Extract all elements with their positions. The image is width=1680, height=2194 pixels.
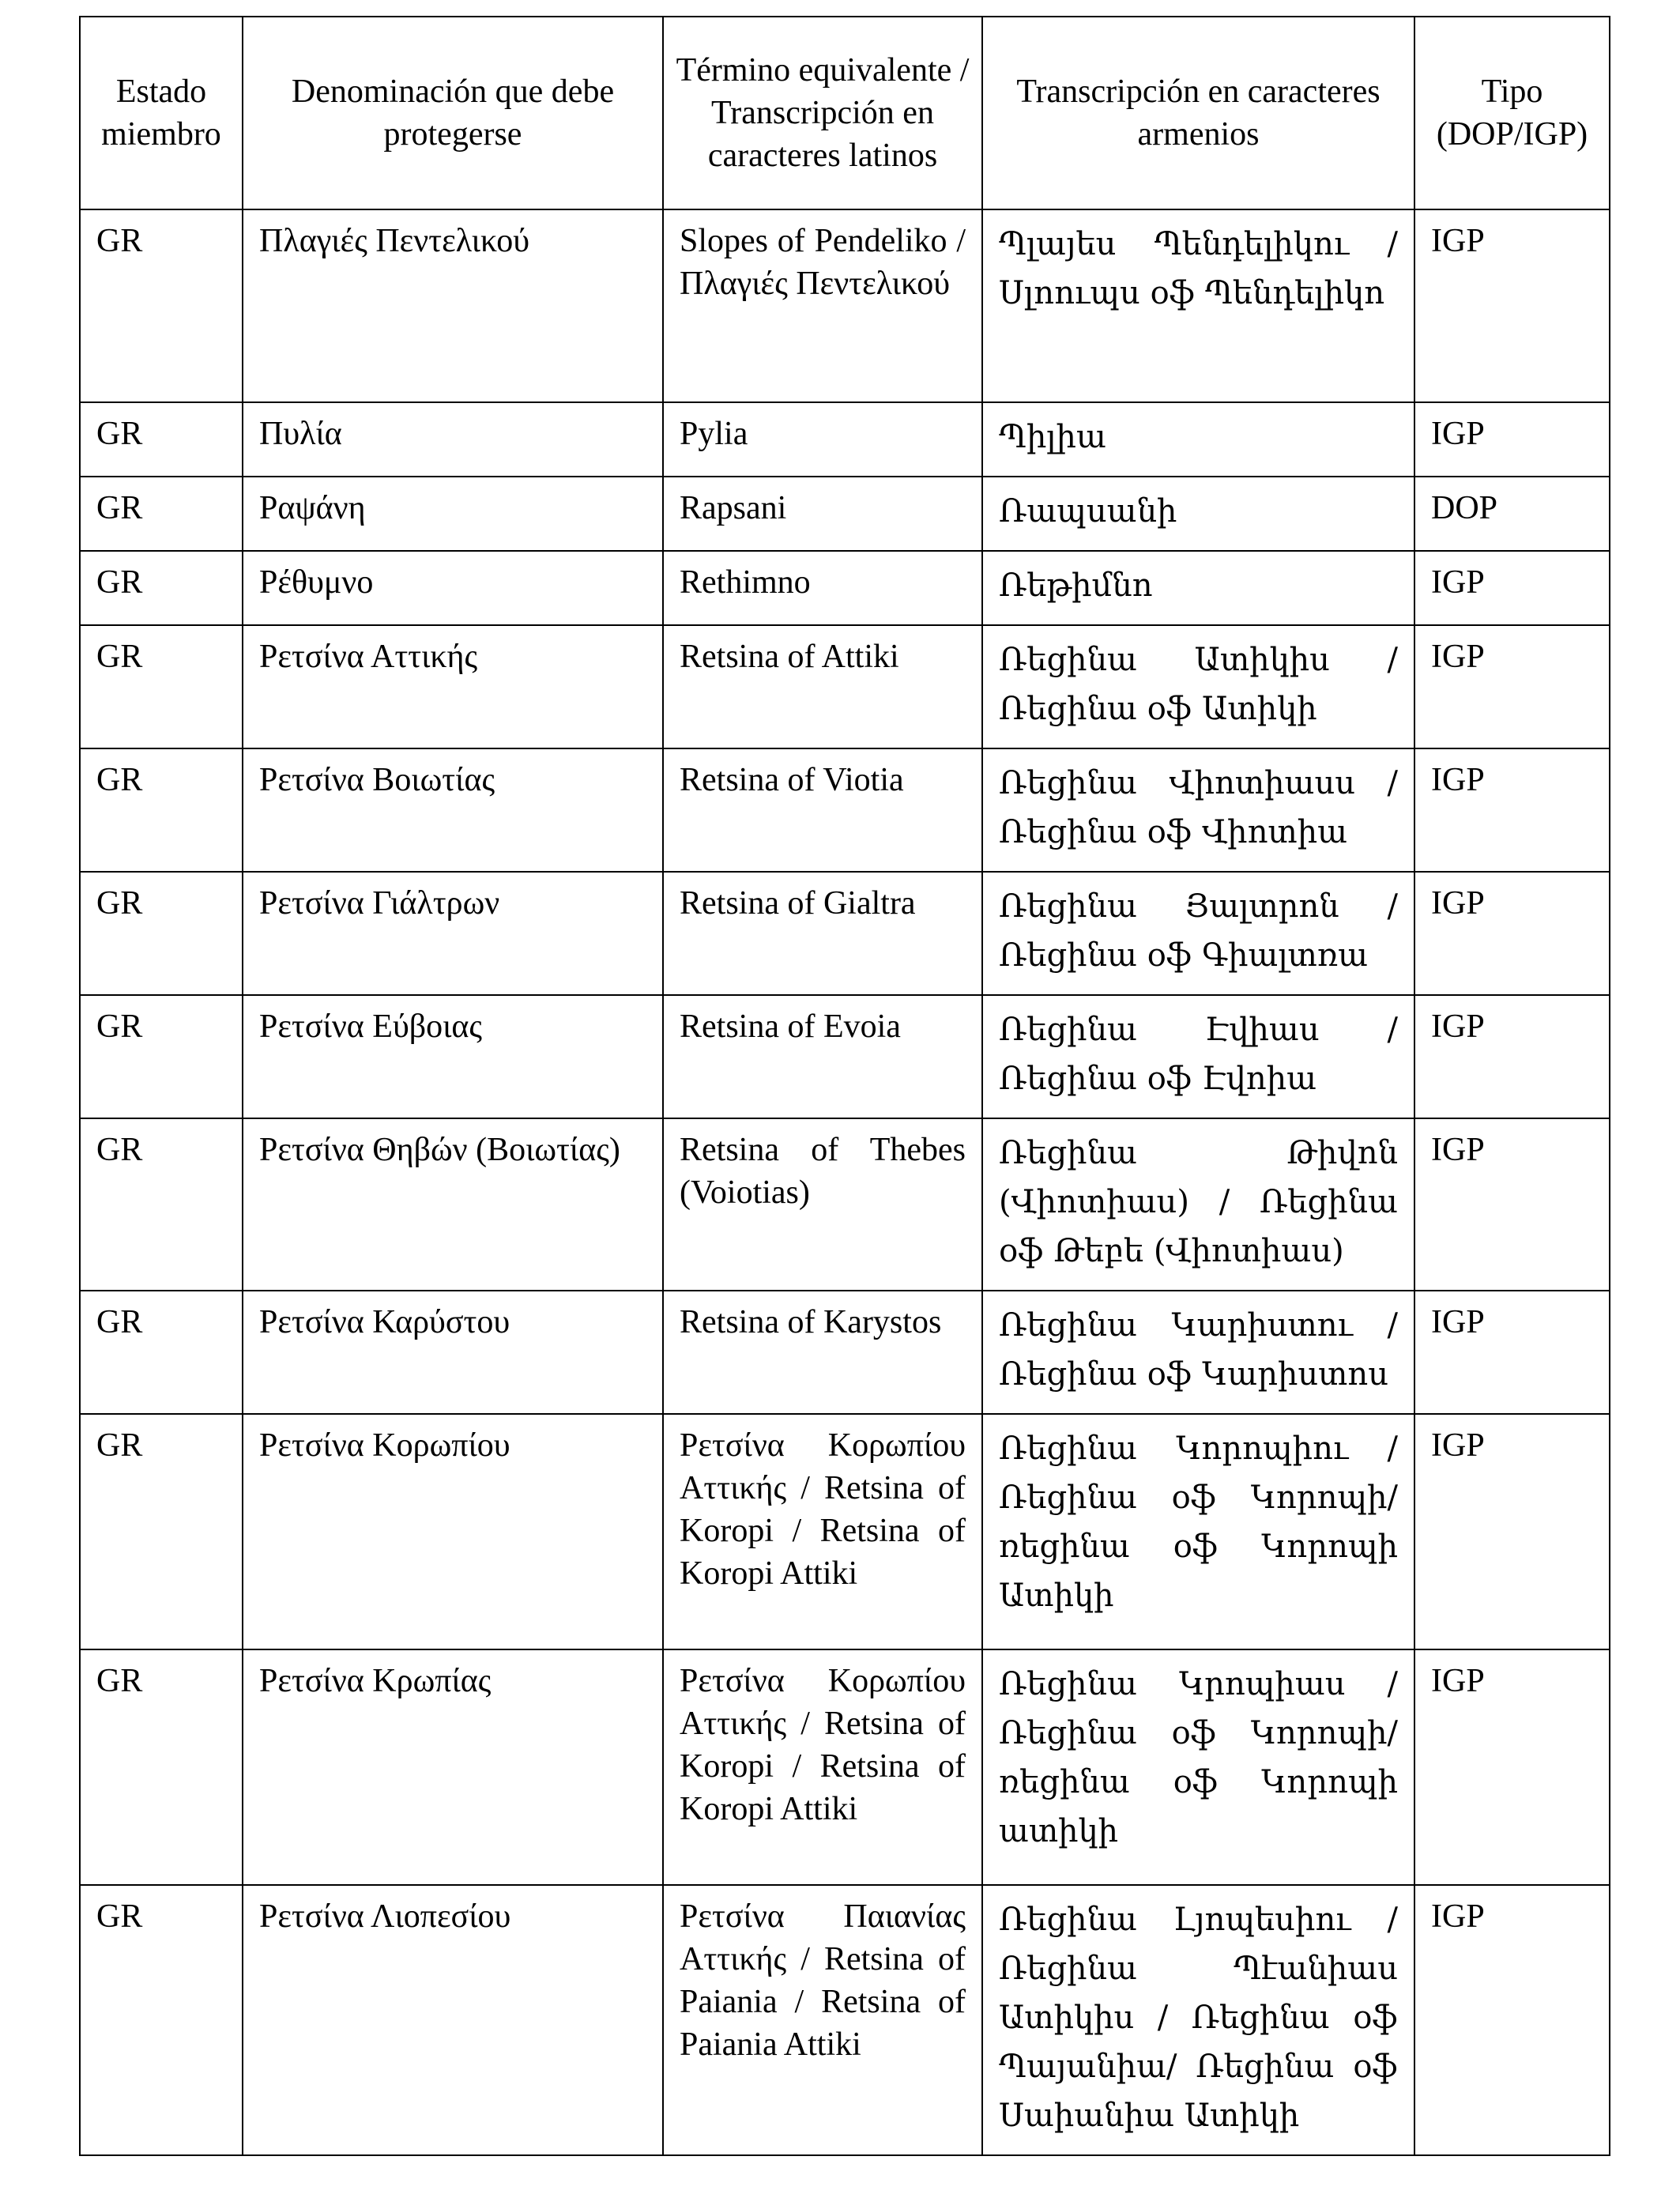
armenian-cell: Ռեթիմնո (982, 551, 1414, 625)
name-cell: Πλαγιές Πεντελικού (243, 209, 663, 402)
table-row (80, 1291, 1610, 1414)
type-cell: IGP (1414, 402, 1610, 477)
table-row (80, 551, 1610, 625)
armenian-cell: Ռեցինա Թիվոն (Վիոտիաս) / Ռեցինա օֆ Թեբե (Վիոտիաս) (982, 1118, 1414, 1291)
state-cell: GR (80, 1118, 243, 1291)
table-row (80, 402, 1610, 477)
latin-cell: Slopes of Pendeliko / Πλαγιές Πεντελικού (663, 209, 982, 402)
type-cell: DOP (1414, 477, 1610, 551)
latin-cell: Ρετσίνα Κορωπίου Αττικής / Retsina of Koropi / Retsina of Koropi Attiki (663, 1649, 982, 1885)
state-cell: GR (80, 477, 243, 551)
designations-table (79, 16, 1610, 2156)
state-cell: GR (80, 1291, 243, 1414)
armenian-cell: Ռեցինա Կորոպիու / Ռեցինա օֆ Կորոպի/ ռեցինա օֆ Կորոպի Ատիկի (982, 1414, 1414, 1649)
table-row (80, 1414, 1610, 1649)
type-cell: IGP (1414, 1885, 1610, 2155)
name-cell: Ρέθυμνο (243, 551, 663, 625)
type-cell: IGP (1414, 209, 1610, 402)
state-cell: GR (80, 1414, 243, 1649)
latin-cell: Retsina of Viotia (663, 748, 982, 872)
state-cell: GR (80, 625, 243, 748)
latin-cell: Rethimno (663, 551, 982, 625)
header-latin: Término equivalente / Transcripción en caracteres latinos (663, 17, 982, 209)
type-cell: IGP (1414, 1649, 1610, 1885)
state-cell: GR (80, 1649, 243, 1885)
armenian-cell: Ռեցինա Կարիստու / Ռեցինա օֆ Կարիստոս (982, 1291, 1414, 1414)
latin-cell: Rapsani (663, 477, 982, 551)
name-cell: Ρετσίνα Θηβών (Βοιωτίας) (243, 1118, 663, 1291)
table-row (80, 209, 1610, 402)
armenian-cell: Ռեցինա Էվիաս / Ռեցինա օֆ Էվոիա (982, 995, 1414, 1118)
header-armenian: Transcripción en caracteres armenios (982, 17, 1414, 209)
table-row (80, 748, 1610, 872)
type-cell: IGP (1414, 625, 1610, 748)
latin-cell: Ρετσίνα Παιανίας Αττικής / Retsina of Paiania / Retsina of Paiania Attiki (663, 1885, 982, 2155)
state-cell: GR (80, 872, 243, 995)
table-row (80, 872, 1610, 995)
latin-cell: Ρετσίνα Κορωπίου Αττικής / Retsina of Koropi / Retsina of Koropi Attiki (663, 1414, 982, 1649)
name-cell: Ρετσίνα Καρύστου (243, 1291, 663, 1414)
latin-cell: Retsina of Gialtra (663, 872, 982, 995)
latin-cell: Pylia (663, 402, 982, 477)
header-type: Tipo (DOP/IGP) (1414, 17, 1610, 209)
type-cell: IGP (1414, 1118, 1610, 1291)
armenian-cell: Պիլիա (982, 402, 1414, 477)
type-cell: IGP (1414, 1291, 1610, 1414)
name-cell: Ρετσίνα Γιάλτρων (243, 872, 663, 995)
header-state: Estado miembro (80, 17, 243, 209)
armenian-cell: Ռեցինա Վիոտիասս / Ռեցինա օֆ Վիոտիա (982, 748, 1414, 872)
type-cell: IGP (1414, 551, 1610, 625)
state-cell: GR (80, 748, 243, 872)
latin-cell: Retsina of Attiki (663, 625, 982, 748)
name-cell: Ρετσίνα Αττικής (243, 625, 663, 748)
table-row (80, 477, 1610, 551)
name-cell: Ρετσίνα Βοιωτίας (243, 748, 663, 872)
type-cell: IGP (1414, 995, 1610, 1118)
type-cell: IGP (1414, 872, 1610, 995)
header-row (80, 17, 1610, 209)
latin-cell: Retsina of Karystos (663, 1291, 982, 1414)
name-cell: Ραψάνη (243, 477, 663, 551)
armenian-cell: Ռապսանի (982, 477, 1414, 551)
armenian-cell: Ռեցինա Յալտրոն / Ռեցինա օֆ Գիալտռա (982, 872, 1414, 995)
armenian-cell: Պլայես Պենդելիկու / Սլոուպս օֆ Պենդելիկո (982, 209, 1414, 402)
armenian-cell: Ռեցինա Կրոպիաս / Ռեցինա օֆ Կորոպի/ ռեցինա օֆ Կորոպի ատիկի (982, 1649, 1414, 1885)
table-row (80, 1885, 1610, 2155)
state-cell: GR (80, 995, 243, 1118)
state-cell: GR (80, 1885, 243, 2155)
table-row (80, 995, 1610, 1118)
latin-cell: Retsina of Evoia (663, 995, 982, 1118)
latin-cell: Retsina of Thebes (Voiotias) (663, 1118, 982, 1291)
state-cell: GR (80, 402, 243, 477)
name-cell: Πυλία (243, 402, 663, 477)
state-cell: GR (80, 551, 243, 625)
name-cell: Ρετσίνα Κορωπίου (243, 1414, 663, 1649)
type-cell: IGP (1414, 1414, 1610, 1649)
name-cell: Ρετσίνα Κρωπίας (243, 1649, 663, 1885)
name-cell: Ρετσίνα Εύβοιας (243, 995, 663, 1118)
state-cell: GR (80, 209, 243, 402)
table-row (80, 625, 1610, 748)
name-cell: Ρετσίνα Λιοπεσίου (243, 1885, 663, 2155)
armenian-cell: Ռեցինա Ատիկիս / Ռեցինա օֆ Ատիկի (982, 625, 1414, 748)
header-name: Denominación que debe protegerse (243, 17, 663, 209)
type-cell: IGP (1414, 748, 1610, 872)
table-row (80, 1649, 1610, 1885)
table-row (80, 1118, 1610, 1291)
armenian-cell: Ռեցինա Լյոպեսիու / Ռեցինա Պէանիաս Ատիկիս / Ռեցինա օֆ Պայանիա/ Ռեցինա օֆ Սաիանիա Ատիկի (982, 1885, 1414, 2155)
